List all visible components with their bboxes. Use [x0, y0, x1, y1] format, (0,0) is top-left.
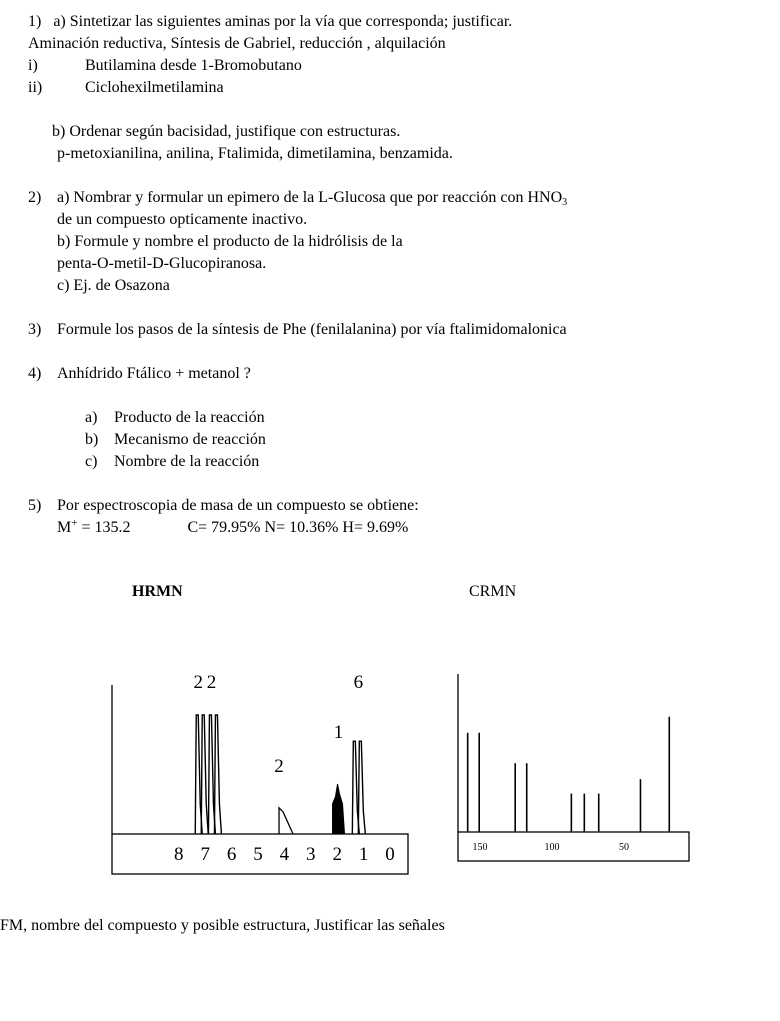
q2-c-text: c) Ej. de Osazona — [57, 277, 170, 294]
q1-item-2-text: Ciclohexilmetilamina — [85, 79, 224, 96]
crmn-title: CRMN — [469, 583, 517, 600]
hrmn-integration-label: 6 — [353, 672, 364, 693]
q5-footer: FM, nombre del compuesto y posible estructura, Justificar las señales — [0, 917, 445, 934]
hrmn-tick-label: 3 — [306, 844, 316, 865]
q4-item-b-label: b) — [85, 431, 99, 448]
q4-item-c — [85, 452, 259, 472]
hrmn-tick-label: 4 — [279, 844, 290, 865]
hrmn-tick-label: 1 — [358, 844, 369, 865]
hrmn-tick-label: 7 — [200, 844, 210, 865]
hrmn-peak — [279, 808, 293, 834]
hrmn-peak — [352, 741, 365, 834]
crmn-tick-label: 100 — [544, 842, 560, 853]
q1-b-text: b) Ordenar según bacisidad, justifique con estructuras. — [52, 123, 401, 140]
hrmn-tick-label: 0 — [385, 844, 395, 865]
q5-m-sup: + — [71, 517, 78, 529]
hrmn-peak — [333, 784, 345, 834]
q1-item-1-text: Butilamina desde 1-Bromobutano — [85, 57, 302, 74]
q4-item-c-text: Nombre de la reacción — [114, 453, 260, 470]
q1-methods: Aminación reductiva, Síntesis de Gabriel, reducción , alquilación — [28, 35, 446, 52]
q1-heading — [28, 12, 512, 32]
q5-m-value: = 135.2 — [81, 519, 131, 536]
hrmn-tick-label: 2 — [332, 844, 342, 865]
q4-item-a — [85, 408, 265, 428]
hrmn-integration-label: 2 — [193, 672, 203, 693]
q4-item-c-label: c) — [85, 453, 98, 470]
hrmn-integration-label: 2 — [206, 672, 217, 693]
hrmn-peak — [208, 715, 221, 834]
q5-text: Por espectroscopia de masa de un compuesto se obtiene: — [57, 497, 419, 514]
q5-heading — [28, 496, 419, 516]
q2-b-text: b) Formule y nombre el producto de la hidrólisis de la — [57, 233, 403, 250]
q4-item-a-text: Producto de la reacción — [114, 409, 265, 426]
hrmn-integration-label: 2 — [274, 756, 284, 777]
hrmn-tick-label: 6 — [226, 844, 237, 865]
q2-a-text: a) Nombrar y formular un epimero de la L-Glucosa que por reacción con HNO — [57, 189, 563, 206]
q1-item-1 — [28, 56, 302, 76]
q3-heading — [28, 320, 567, 340]
q1-b-list: p-metoxianilina, anilina, Ftalimida, dimetilamina, benzamida. — [57, 145, 453, 162]
q5-composition: C= 79.95% N= 10.36% H= 9.69% — [187, 519, 409, 536]
q2-b-cont: penta-O-metil-D-Glucopiranosa. — [57, 255, 267, 272]
q1-item-2 — [28, 78, 224, 98]
hrmn-tick-label: 5 — [253, 844, 263, 865]
q1-item-2-label: ii) — [28, 79, 43, 96]
crmn-tick-label: 50 — [619, 842, 629, 853]
q4-item-b-text: Mecanismo de reacción — [114, 431, 266, 448]
q3-number: 3) — [28, 321, 42, 338]
q5-m-label: M — [57, 519, 72, 536]
q4-item-b — [85, 430, 266, 450]
q5-mass-line — [57, 518, 408, 538]
hrmn-tick-label: 8 — [174, 844, 184, 865]
crmn-spectrum — [450, 660, 700, 870]
q5-number: 5) — [28, 497, 42, 514]
q1-item-1-label: i) — [28, 57, 38, 74]
q4-number: 4) — [28, 365, 42, 382]
q4-text: Anhídrido Ftálico + metanol ? — [57, 365, 251, 382]
crmn-tick-label: 150 — [472, 842, 488, 853]
hrmn-peak — [195, 715, 208, 834]
q4-item-a-label: a) — [85, 409, 98, 426]
q2-a-cont: de un compuesto opticamente inactivo. — [57, 211, 308, 228]
q4-heading — [28, 364, 251, 384]
hrmn-integration-label: 1 — [333, 722, 344, 743]
q2-number: 2) — [28, 189, 42, 206]
q2-a-subscript: 3 — [562, 197, 568, 208]
q3-text: Formule los pasos de la síntesis de Phe (fenilalanina) por vía ftalimidomalonica — [57, 321, 567, 338]
hrmn-title: HRMN — [132, 583, 183, 600]
q1-number: 1) — [28, 13, 42, 30]
crmn-axis-box — [458, 832, 689, 861]
q1-a-text: a) Sintetizar las siguientes aminas por la vía que corresponda; justificar. — [53, 13, 513, 30]
hrmn-spectrum — [100, 660, 420, 880]
q2-heading — [28, 188, 567, 208]
